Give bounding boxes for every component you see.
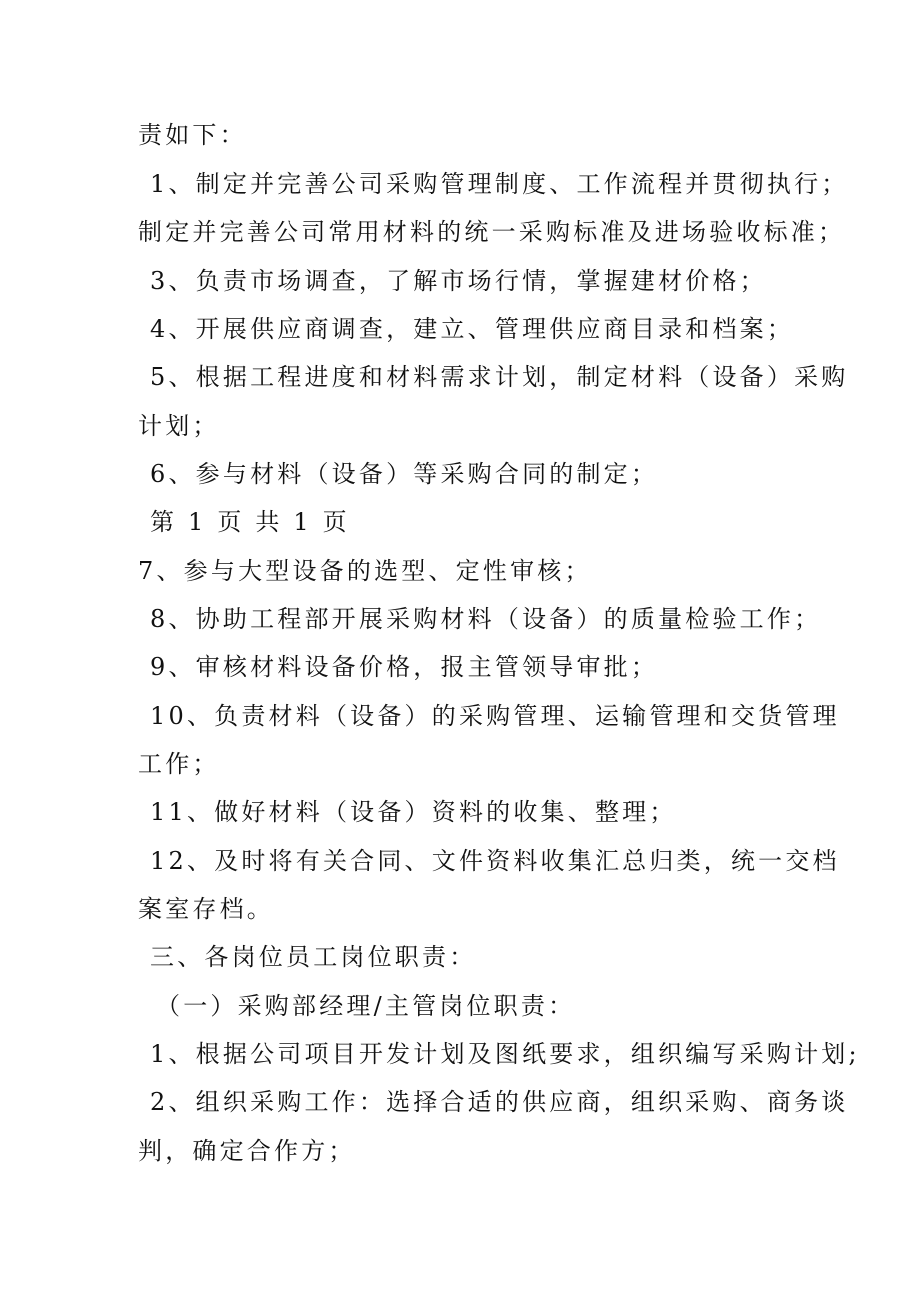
page-number: 第 1 页 共 1 页: [150, 508, 350, 536]
text-line: 判，确定合作方；: [138, 1137, 356, 1165]
text-line: 案室存档。: [138, 895, 274, 923]
text-line: 9、审核材料设备价格，报主管领导审批；: [150, 653, 659, 681]
text-line: 7、参与大型设备的选型、定性审核；: [138, 557, 592, 585]
text-line: 1、根据公司项目开发计划及图纸要求，组织编写采购计划;: [150, 1040, 860, 1068]
text-line: 工作；: [138, 750, 220, 778]
text-line: 责如下：: [138, 121, 247, 149]
section-heading: 三、各岗位员工岗位职责：: [150, 943, 477, 971]
text-line: 计划；: [138, 412, 220, 440]
text-line: 12、及时将有关合同、文件资料收集汇总归类，统一交档: [150, 847, 840, 875]
text-line: 8、协助工程部开展采购材料（设备）的质量检验工作；: [150, 605, 822, 633]
text-line: 2、组织采购工作：选择合适的供应商，组织采购、商务谈: [150, 1088, 849, 1116]
text-line: 10、负责材料（设备）的采购管理、运输管理和交货管理: [150, 702, 840, 730]
text-line: 3、负责市场调查，了解市场行情，掌握建材价格；: [150, 267, 767, 295]
text-line: 11、做好材料（设备）资料的收集、整理；: [150, 798, 677, 826]
subsection-heading: （一）采购部经理/主管岗位职责：: [156, 992, 576, 1020]
text-line: 4、开展供应商调查，建立、管理供应商目录和档案；: [150, 315, 795, 343]
text-line: 1、制定并完善公司采购管理制度、工作流程并贯彻执行；: [150, 170, 849, 198]
text-line: 5、根据工程进度和材料需求计划，制定材料（设备）采购: [150, 363, 849, 391]
text-line: 6、参与材料（设备）等采购合同的制定；: [150, 460, 659, 488]
text-line: 制定并完善公司常用材料的统一采购标准及进场验收标准；: [138, 218, 846, 246]
